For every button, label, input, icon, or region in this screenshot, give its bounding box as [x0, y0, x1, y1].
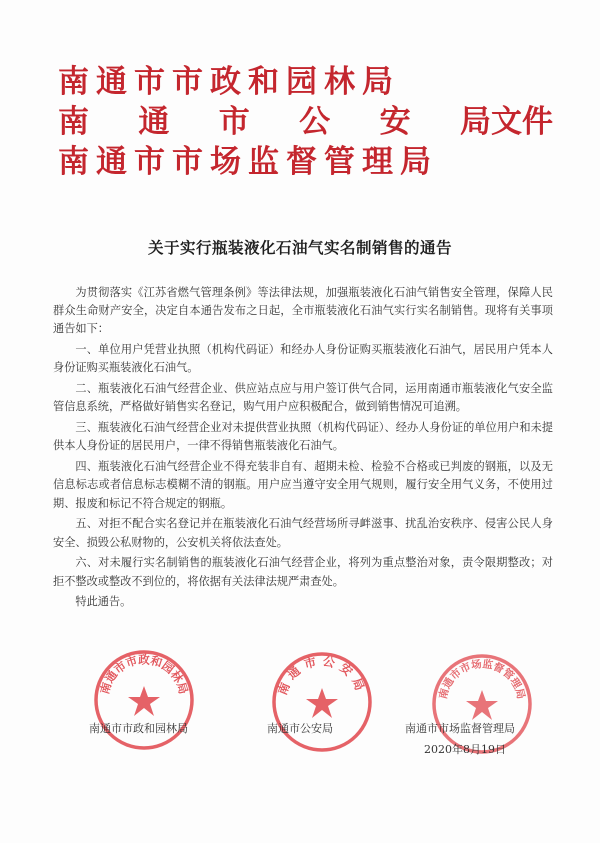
paragraph-closing: 特此通告。 [75, 595, 132, 609]
header-line-2-char: 安 [379, 104, 411, 140]
paragraph-item-3: 三、瓶装液化石油气经营企业对未提供营业执照（机构代码证）、经办人身份证的单位用户和未提供本人身份证的居民用户，一律不得销售瓶装液化石油气。 [53, 421, 553, 453]
signature-org-3: 南通市市场监督管理局 [405, 722, 515, 735]
header-line-2-char: 局文件 [459, 104, 553, 140]
paragraph-item-2: 二、瓶装液化石油气经营企业、供应站点应与用户签订供气合同，运用南通市瓶装液化气安全监管信息系统，严格做好销售实名登记，购气用户应积极配合，做到销售情况可追溯。 [53, 382, 553, 414]
paragraph-item-4: 四、瓶装液化石油气经营企业不得充装非自有、超期未检、检验不合格或已判废的钢瓶，以及无信息标志或者信息标志模糊不清的钢瓶。用户应当遵守安全用气规则，履行安全用气义务，不使用过期、报废和标记不符合规定的钢瓶。 [53, 460, 553, 510]
svg-text:南通市公安局: 南通市公安局 [275, 653, 369, 698]
paragraph-item-1: 一、单位用户凭营业执照（机构代码证）和经办人身份证购买瓶装液化石油气，居民用户凭本人身份证购买瓶装液化石油气。 [53, 343, 553, 375]
signature-org-1: 南通市市政和园林局 [89, 722, 188, 735]
header-line-3: 南通市市场监督管理局 [58, 144, 438, 180]
notice-body [53, 284, 553, 614]
header-line-2 [58, 102, 553, 142]
svg-text:南通市市场监督管理局: 南通市市场监督管理局 [437, 658, 527, 701]
seal-stamp-public-security-bureau [270, 650, 374, 754]
signature-org-2: 南通市公安局 [267, 722, 333, 735]
seal-stamp-landscape-bureau [92, 648, 196, 752]
svg-text:南通市市政和园林局: 南通市市政和园林局 [97, 652, 191, 696]
paragraph-intro: 为贯彻落实《江苏省燃气管理条例》等法律法规，加强瓶装液化石油气销售安全管理，保障人民群众生命财产安全，决定自本通告发布之日起，全市瓶装液化石油气实行实名制销售。现将有关事项通告如下： [53, 286, 553, 336]
header-line-1: 南通市市政和园林局 [58, 64, 400, 100]
paragraph-item-5: 五、对拒不配合实名登记并在瓶装液化石油气经营场所寻衅滋事、扰乱治安秩序、侵害公民人身安全、损毁公私财物的，公安机关将依法查处。 [53, 517, 553, 549]
paragraph-item-6: 六、对未履行实名制销售的瓶装液化石油气经营企业，将列为重点整治对象，责令限期整改；对拒不整改或整改不到位的，将依据有关法律法规严肃查处。 [53, 556, 553, 588]
header-line-2-char: 市 [218, 104, 250, 140]
header-line-2-char: 通 [138, 104, 170, 140]
header-line-2-char: 公 [299, 104, 331, 140]
notice-title: 关于实行瓶装液化石油气实名制销售的通告 [147, 238, 452, 257]
header-line-2-char: 南 [58, 104, 89, 140]
issue-date: 2020年8月19日 [424, 743, 506, 756]
